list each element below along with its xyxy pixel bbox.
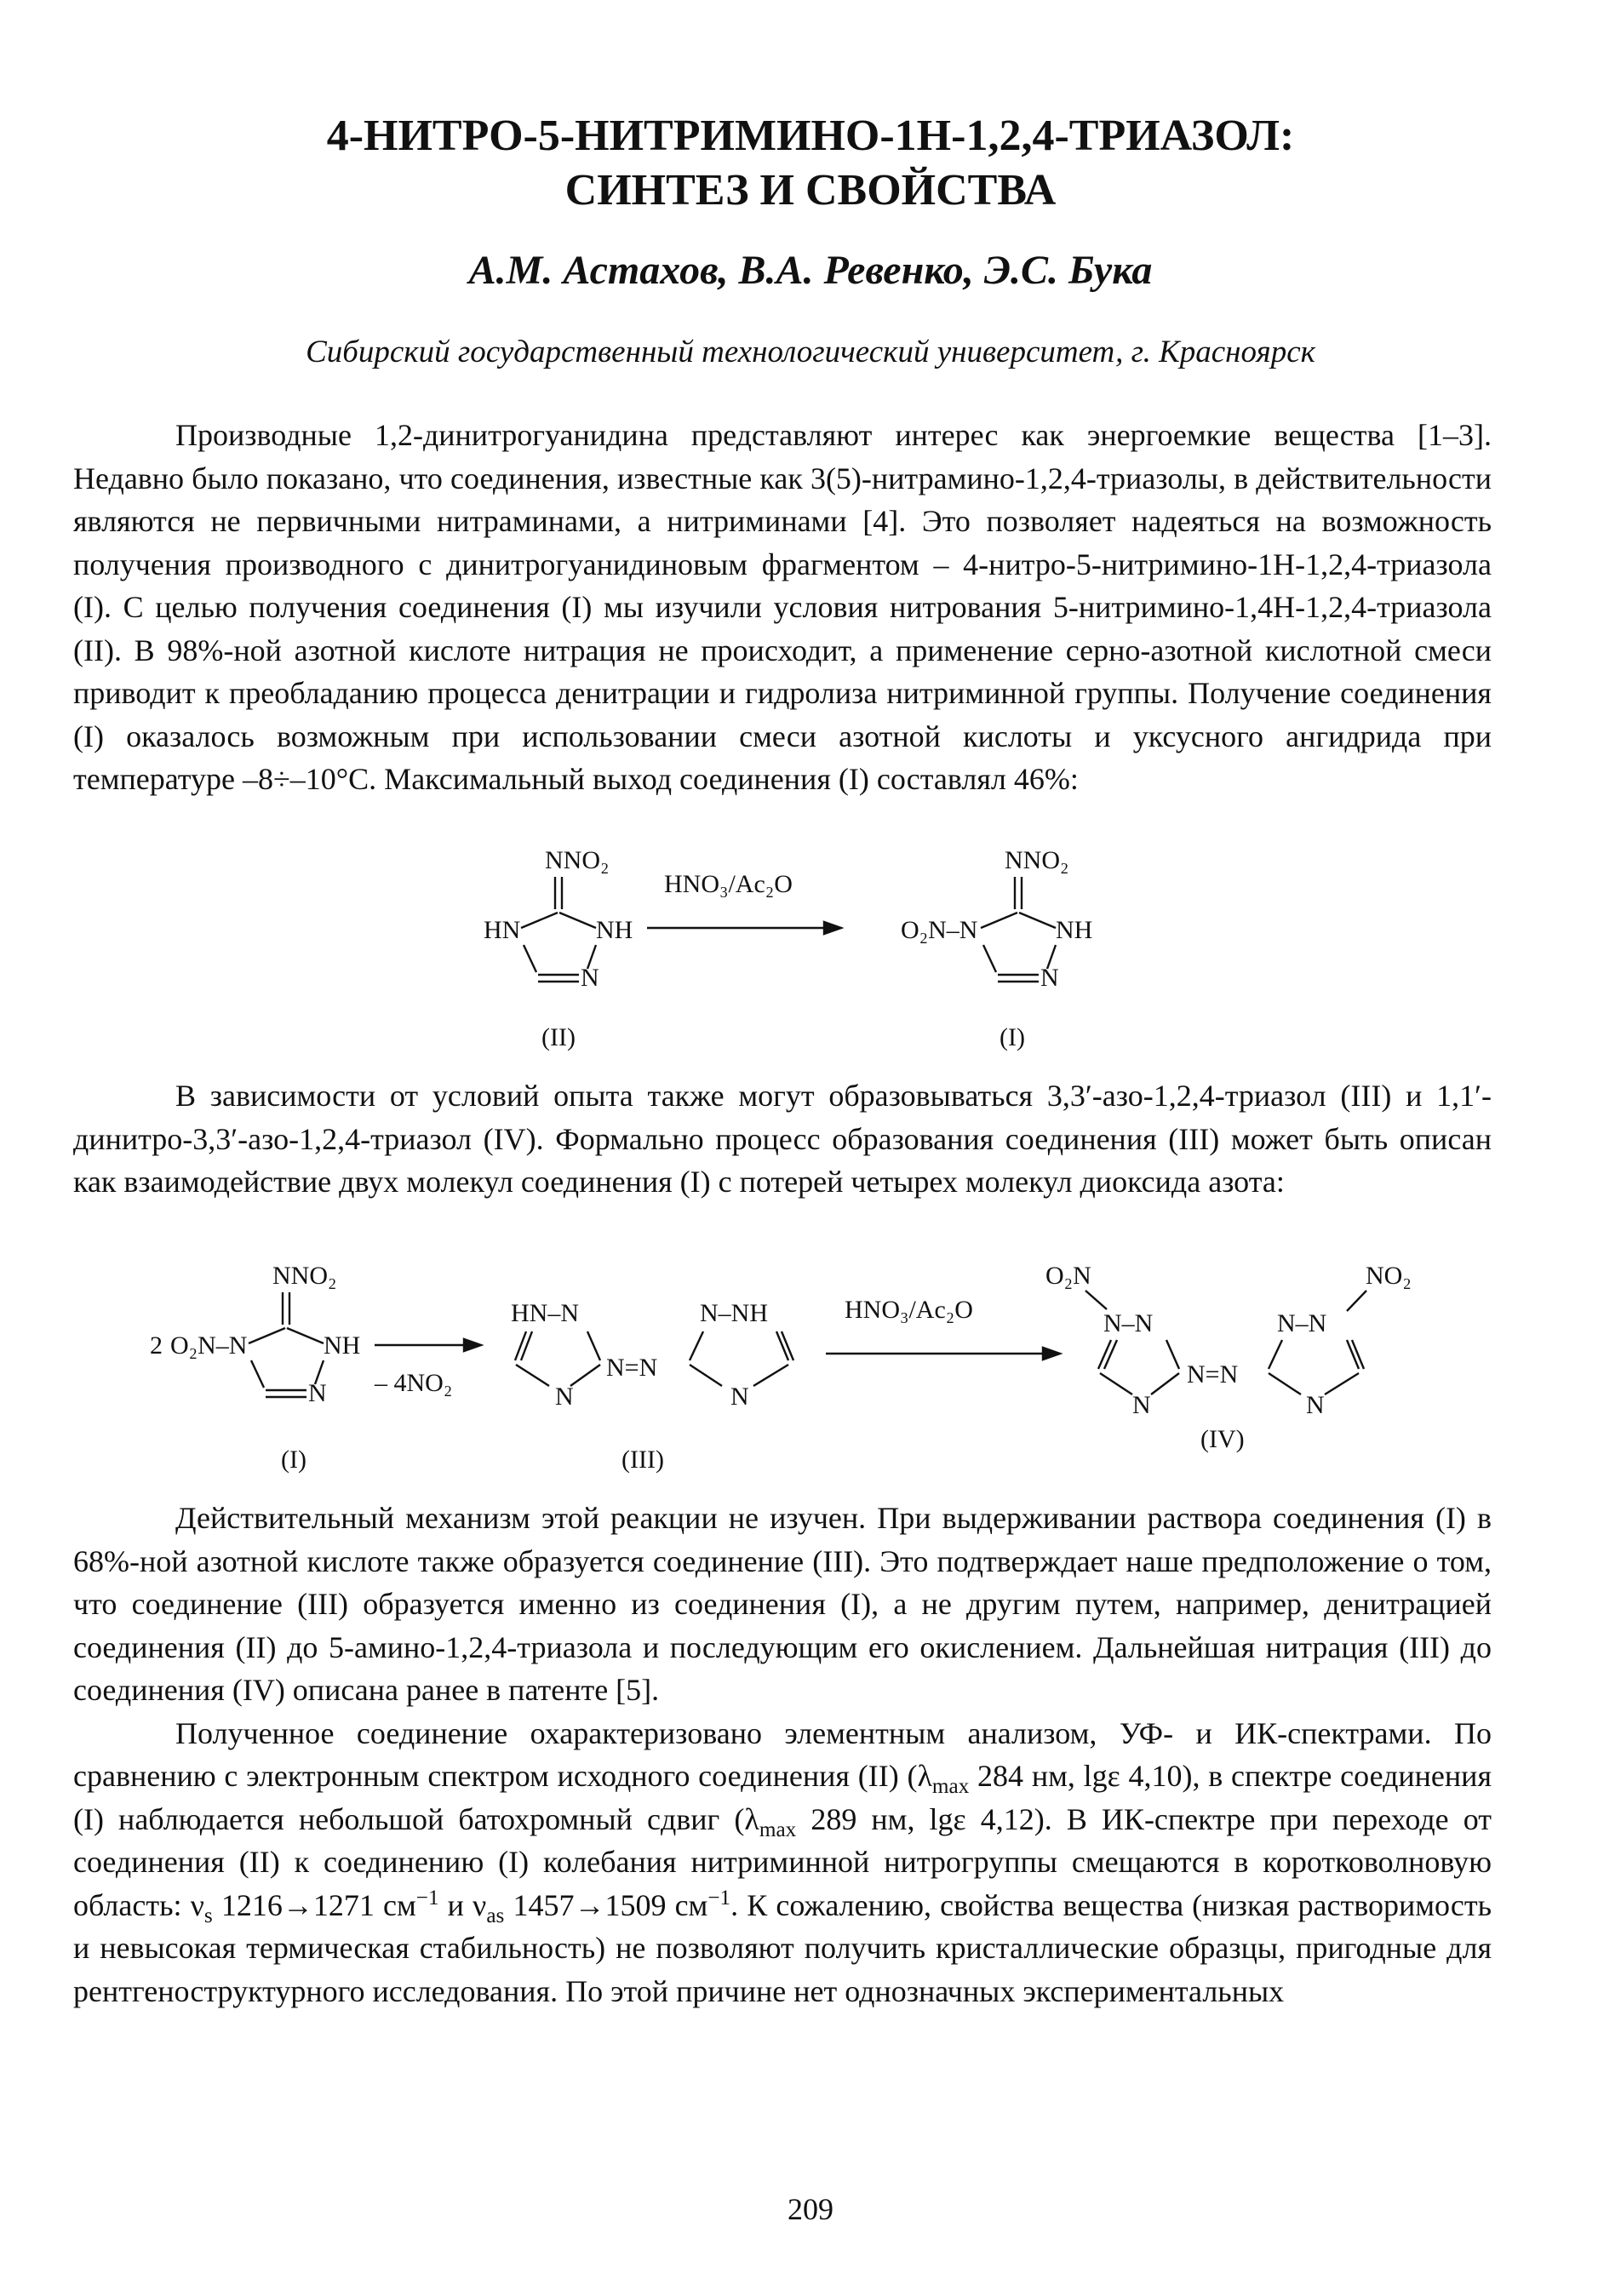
label-nno2-reactant: NNO₂ xyxy=(272,1262,337,1290)
paragraph-1-text: Производные 1,2-динитрогуанидина представляют интерес как энергоемкие вещества [1–3]. Недавно было показано, что соединения, известные как 3(5)-нитрамино-1,2,4-триазолы, в действительности являются не первичными нитраминами, а нитриминами [4]. Это позволяет надеяться на возможность получения производного с динитрогуанидиновым фрагментом – 4-нитро-5-нитримино-1Н-1,2,4-триазола (I). С целью получения соединения (I) мы изучили условия нитрования 5-нитримино-1,4Н-1,2,4-триазола (II). В 98%-ной азотной кислоте нитрация не происходит, а применение серно-азотной кислотной смеси приводит к преобладанию процесса денитрации и гидролиза нитриминной группы. Получение соединения (I) оказалось возможным при использовании смеси азотной кислоты и уксусного ангидрида при температуре –8÷–10°С. Максимальный выход соединения (I) составлял 46%: xyxy=(73,418,1492,796)
reagent-scheme-2: HNO₃/Ac₂O xyxy=(845,1296,973,1324)
label-n-nh-III: N–NH xyxy=(700,1299,768,1327)
p4-part-b: 284 нм, lgε 4,10), в спектре соединения (I) наблюдается небольшой батохромный сдвиг (λ xyxy=(73,1759,1492,1836)
arrowhead-scheme-1 xyxy=(824,922,841,934)
p4-part-c: 289 нм, lgε 4,12). В ИК-спектре при переходе от соединения (II) к соединению (I) колебания нитриминной нитрогруппы смещаются в коротковолновую область: ν xyxy=(73,1801,1492,1922)
p4-part-f: 1457→1509 см xyxy=(504,1887,708,1922)
label-nno2-I: NNO₂ xyxy=(1005,846,1069,874)
label-hn-n-III: HN–N xyxy=(511,1299,579,1327)
compound-label-I-scheme2: (I) xyxy=(281,1446,306,1474)
page-number: 209 xyxy=(788,2192,833,2226)
paragraph-intro xyxy=(73,414,1492,801)
label-o2n-reactant: O₂N–N xyxy=(170,1331,248,1360)
p4-sub-max-2: max xyxy=(759,1818,797,1841)
compound-label-I: (I) xyxy=(1000,1023,1025,1051)
label-n-III-a: N xyxy=(555,1383,574,1411)
coefficient-2: 2 xyxy=(150,1331,163,1360)
structure-compound-II xyxy=(484,846,633,992)
paragraph-2-text: В зависимости от условий опыта также могут образовываться 3,3′-азо-1,2,4-триазол (III) и 1,1′-динитро-3,3′-азо-1,2,4-триазол (IV). Формально процесс образования соединения (III) может быть описан как взаимодействие двух молекул соединения (I) с потерей четырех молекул диоксида азота: xyxy=(73,1079,1492,1199)
label-n-IV-b: N xyxy=(1306,1391,1325,1419)
structure-compound-I-reactant xyxy=(150,1262,360,1407)
compound-label-II: (II) xyxy=(541,1023,576,1051)
label-n-III-b: N xyxy=(730,1383,749,1411)
label-n-IV-a: N xyxy=(1132,1391,1151,1419)
p4-sub-s: s xyxy=(203,1904,213,1927)
p4-part-d: 1216→1271 см xyxy=(212,1887,416,1922)
p4-part-e: и ν xyxy=(438,1887,487,1922)
p4-sub-as: as xyxy=(486,1904,505,1927)
arrowhead-scheme-2b xyxy=(1043,1348,1060,1360)
reaction-scheme-2 xyxy=(0,1250,1621,1488)
paper-title-line1: 4-НИТРО-5-НИТРИМИНО-1Н-1,2,4-ТРИАЗОЛ: xyxy=(326,112,1295,160)
label-no2-IV: NO₂ xyxy=(1366,1262,1412,1290)
structure-compound-I xyxy=(901,846,1092,992)
p4-sup-2: −1 xyxy=(707,1886,731,1910)
label-nh-I: NH xyxy=(1056,916,1093,944)
affiliation: Сибирский государственный технологический университет, г. Красноярск xyxy=(306,335,1315,369)
arrowhead-scheme-2a xyxy=(464,1339,481,1351)
label-n-n-IV-b: N–N xyxy=(1277,1309,1327,1337)
p4-part-g: . К сожалению, свойства вещества (низкая растворимость и невысокая термическая стабильность) не позволяют получить кристаллические образцы, пригодные для рентгеноструктурного исследования. По этой причине нет однозначных экспериментальных xyxy=(73,1887,1492,2008)
label-nh-reactant: NH xyxy=(324,1331,361,1360)
p4-part-a: Полученное соединение охарактеризовано элементным анализом, УФ- и ИК-спектрами. По сравнению с электронным спектром исходного соединения (II) (λ xyxy=(73,1715,1492,1793)
label-o2n-I: O₂N–N xyxy=(901,916,978,944)
label-nh-II: NH xyxy=(596,916,633,944)
structure-compound-III xyxy=(511,1299,793,1411)
structure-compound-IV xyxy=(1045,1262,1412,1419)
paragraph-mechanism xyxy=(73,1497,1492,2013)
label-azo-IV: N=N xyxy=(1187,1360,1239,1388)
label-hn-II: HN xyxy=(484,916,521,944)
label-azo-III: N=N xyxy=(606,1354,658,1382)
label-n-I: N xyxy=(1040,964,1059,992)
paper-title-line2: СИНТЕЗ И СВОЙСТВА xyxy=(564,166,1057,215)
paragraph-azo xyxy=(73,1074,1492,1204)
paragraph-4-text xyxy=(73,1712,1492,2013)
compound-label-III: (III) xyxy=(621,1446,664,1474)
label-n-reactant: N xyxy=(308,1379,327,1407)
p4-sub-max-1: max xyxy=(931,1775,970,1799)
label-n-n-IV-a: N–N xyxy=(1103,1309,1154,1337)
reagent-scheme-1: HNO₃/Ac₂O xyxy=(664,870,793,898)
reaction-scheme-1 xyxy=(0,843,1621,1064)
label-o2n-IV: O₂N xyxy=(1045,1262,1091,1290)
p4-sup-1: −1 xyxy=(415,1886,439,1910)
paragraph-3-text: Действительный механизм этой реакции не изучен. При выдерживании раствора соединения (I) в 68%-ной азотной кислоте также образуется соединение (III). Это подтверждает наше предположение о том, что соединение (III) образуется именно из соединения (I), а не другим путем, например, денитрацией соединения (II) до 5-амино-1,2,4-триазола и последующим его окислением. Дальнейшая нитрация (III) до соединения (IV) описана ранее в патенте [5]. xyxy=(73,1501,1492,1707)
label-nno2-II: NNO₂ xyxy=(545,846,610,874)
authors: А.М. Астахов, В.А. Ревенко, Э.С. Бука xyxy=(468,248,1153,293)
label-n-II: N xyxy=(581,964,599,992)
compound-label-IV: (IV) xyxy=(1200,1425,1245,1453)
loss-no2: – 4NO₂ xyxy=(375,1369,453,1397)
